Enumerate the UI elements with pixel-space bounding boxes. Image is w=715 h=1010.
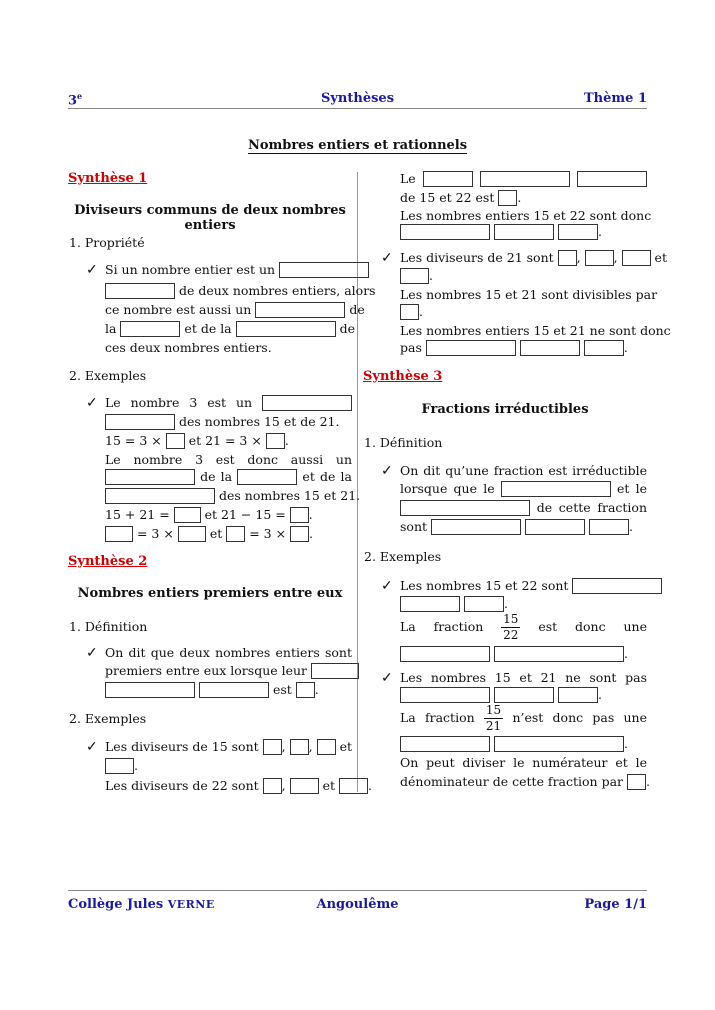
header-class: 3e xyxy=(68,91,83,109)
rc-line-3: Les nombres entiers 15 et 22 sont donc xyxy=(400,208,652,223)
answer-box[interactable] xyxy=(317,739,336,755)
def3-line-1: On dit qu’une fraction est irréductible xyxy=(400,463,647,478)
answer-box[interactable] xyxy=(423,171,473,187)
answer-box[interactable] xyxy=(105,414,175,430)
def2-line-3: est . xyxy=(105,682,319,698)
prop-line-3: ce nombre est aussi un de xyxy=(105,302,365,317)
answer-box[interactable] xyxy=(464,596,504,612)
header-theme: Thème 1 xyxy=(584,91,647,106)
rc-line-7: Les nombres 15 et 21 sont divisibles par xyxy=(400,287,658,302)
rc-line-4: . xyxy=(400,224,602,240)
check-icon: ✓ xyxy=(381,670,393,686)
answer-box[interactable] xyxy=(105,488,215,504)
check-icon: ✓ xyxy=(86,739,98,755)
def2-line-1: On dit que deux nombres entiers sont xyxy=(105,645,352,660)
footer-rule xyxy=(68,890,647,891)
ex3-line-6: . xyxy=(400,687,602,703)
answer-box[interactable] xyxy=(120,321,180,337)
fraction-15-22: $\frac{15}{22}$ xyxy=(503,612,519,642)
answer-box[interactable] xyxy=(105,526,133,542)
answer-box[interactable] xyxy=(279,262,369,278)
item-exemples-1: 2. Exemples xyxy=(69,368,147,383)
ex1-line-1: Le nombre 3 est un xyxy=(105,395,352,411)
answer-box[interactable] xyxy=(262,395,352,411)
check-icon: ✓ xyxy=(86,645,98,661)
fraction-15-21: $\frac{15}{21}$ xyxy=(485,703,502,733)
answer-box[interactable] xyxy=(400,500,530,516)
ex3-line-7: La fraction $\frac{15}{21}$ n’est donc pas une xyxy=(400,703,647,733)
answer-box[interactable] xyxy=(572,578,662,594)
ex1-line-4: Le nombre 3 est donc aussi un xyxy=(105,452,352,467)
answer-box[interactable] xyxy=(400,687,490,703)
answer-box[interactable] xyxy=(105,758,134,774)
header-section: Synthèses xyxy=(320,91,395,106)
answer-box[interactable] xyxy=(494,687,554,703)
def3-line-4: sont . xyxy=(400,519,633,534)
def3-line-3: de cette fraction xyxy=(400,500,647,516)
rc-line-5: Les diviseurs de 21 sont , , et xyxy=(400,250,667,265)
answer-box[interactable] xyxy=(431,519,521,535)
ex3-line-5: Les nombres 15 et 21 ne sont pas xyxy=(400,670,647,685)
check-icon: ✓ xyxy=(381,463,393,479)
answer-box[interactable] xyxy=(501,481,611,497)
ex3-line-4: . xyxy=(400,646,628,662)
def2-line-2: premiers entre eux lorsque leur xyxy=(105,663,352,679)
rc-line-8: . xyxy=(400,304,423,320)
answer-box[interactable] xyxy=(226,526,245,542)
answer-box[interactable] xyxy=(400,736,490,752)
ex1-line-2: des nombres 15 et de 21. xyxy=(105,414,340,430)
answer-box[interactable] xyxy=(589,519,629,535)
prop-line-5: ces deux nombres entiers. xyxy=(105,340,272,355)
ex3-line-2: . xyxy=(400,596,508,612)
synthese-3-title: Fractions irréductibles xyxy=(421,402,589,417)
answer-box[interactable] xyxy=(558,224,598,240)
answer-box[interactable] xyxy=(498,190,517,206)
ex1-line-5: de la et de la xyxy=(105,469,352,485)
answer-box[interactable] xyxy=(622,250,651,266)
item-propriete: 1. Propriété xyxy=(69,235,145,250)
rc-line-9: Les nombres entiers 15 et 21 ne sont donc xyxy=(400,323,671,338)
answer-box[interactable] xyxy=(290,507,309,523)
answer-box[interactable] xyxy=(400,304,419,320)
answer-box[interactable] xyxy=(290,526,309,542)
ex3-line-1: Les nombres 15 et 22 sont xyxy=(400,578,647,594)
footer-city: Angoulême xyxy=(316,897,399,912)
ex1-line-7: 15 + 21 = et 21 − 15 = . xyxy=(105,507,313,522)
answer-box[interactable] xyxy=(577,171,647,187)
answer-box[interactable] xyxy=(400,646,490,662)
answer-box[interactable] xyxy=(296,682,315,698)
ex3-line-9: On peut diviser le numérateur et le xyxy=(400,755,647,770)
prop-line-1: Si un nombre entier est un xyxy=(105,262,352,278)
answer-box[interactable] xyxy=(520,340,580,356)
answer-box[interactable] xyxy=(166,433,185,449)
rc-line-6: . xyxy=(400,268,433,284)
item-definition-2: 1. Définition xyxy=(69,619,148,634)
check-icon: ✓ xyxy=(86,262,98,278)
item-exemples-3: 2. Exemples xyxy=(364,549,442,564)
item-exemples-2: 2. Exemples xyxy=(69,711,147,726)
answer-box[interactable] xyxy=(105,283,175,299)
answer-box[interactable] xyxy=(199,682,269,698)
answer-box[interactable] xyxy=(627,774,646,790)
answer-box[interactable] xyxy=(480,171,570,187)
answer-box[interactable] xyxy=(174,507,201,523)
answer-box[interactable] xyxy=(311,663,359,679)
synthese-2-label: Synthèse 2 xyxy=(68,554,148,569)
ex2-line-1: Les diviseurs de 15 sont , , et xyxy=(105,739,352,754)
prop-line-4: la et de la de xyxy=(105,321,356,336)
rc-line-10: pas . xyxy=(400,340,628,355)
answer-box[interactable] xyxy=(400,596,460,612)
rc-line-1: Le xyxy=(400,171,647,187)
ex3-line-10: dénominateur de cette fraction par . xyxy=(400,774,650,789)
answer-box[interactable] xyxy=(525,519,585,535)
prop-line-2: de deux nombres entiers, alors xyxy=(105,283,352,299)
answer-box[interactable] xyxy=(237,469,297,485)
def3-line-2: lorsque que le et le xyxy=(400,481,648,496)
ex2-line-3: Les diviseurs de 22 sont , et . xyxy=(105,778,372,793)
answer-box[interactable] xyxy=(290,778,319,794)
answer-box[interactable] xyxy=(494,736,624,752)
ex1-line-6: des nombres 15 et 21. xyxy=(105,488,360,504)
footer-school: Collège Jules VERNE xyxy=(68,897,215,912)
answer-box[interactable] xyxy=(290,739,309,755)
answer-box[interactable] xyxy=(584,340,624,356)
ex1-line-8: = 3 × et = 3 × . xyxy=(105,526,313,542)
answer-box[interactable] xyxy=(263,739,282,755)
synthese-1-title: Diviseurs communs de deux nombres entiers xyxy=(74,203,346,233)
answer-box[interactable] xyxy=(400,268,429,284)
ex2-line-2: . xyxy=(105,758,138,774)
answer-box[interactable] xyxy=(494,224,554,240)
ex3-line-8: . xyxy=(400,736,628,752)
answer-box[interactable] xyxy=(558,687,598,703)
header-rule xyxy=(68,108,647,109)
check-icon: ✓ xyxy=(381,250,393,266)
answer-box[interactable] xyxy=(400,224,490,240)
ex1-line-3: 15 = 3 × et 21 = 3 × . xyxy=(105,433,289,448)
answer-box[interactable] xyxy=(339,778,368,794)
item-definition-3: 1. Définition xyxy=(364,435,443,450)
check-icon: ✓ xyxy=(381,578,393,594)
answer-box[interactable] xyxy=(558,250,577,266)
answer-box[interactable] xyxy=(255,302,345,318)
answer-box[interactable] xyxy=(105,469,195,485)
answer-box[interactable] xyxy=(105,682,195,698)
document-title: Nombres entiers et rationnels xyxy=(247,138,468,153)
answer-box[interactable] xyxy=(178,526,206,542)
footer-page: Page 1/1 xyxy=(584,897,647,912)
answer-box[interactable] xyxy=(494,646,624,662)
synthese-2-title: Nombres entiers premiers entre eux xyxy=(77,586,343,601)
answer-box[interactable] xyxy=(266,433,285,449)
ex3-line-3: La fraction $\frac{15}{22}$ est donc une xyxy=(400,612,647,642)
synthese-1-label: Synthèse 1 xyxy=(68,171,148,186)
synthese-3-label: Synthèse 3 xyxy=(363,369,443,384)
answer-box[interactable] xyxy=(426,340,516,356)
check-icon: ✓ xyxy=(86,395,98,411)
answer-box[interactable] xyxy=(263,778,282,794)
answer-box[interactable] xyxy=(236,321,336,337)
rc-line-2: de 15 et 22 est . xyxy=(400,190,522,205)
answer-box[interactable] xyxy=(585,250,614,266)
